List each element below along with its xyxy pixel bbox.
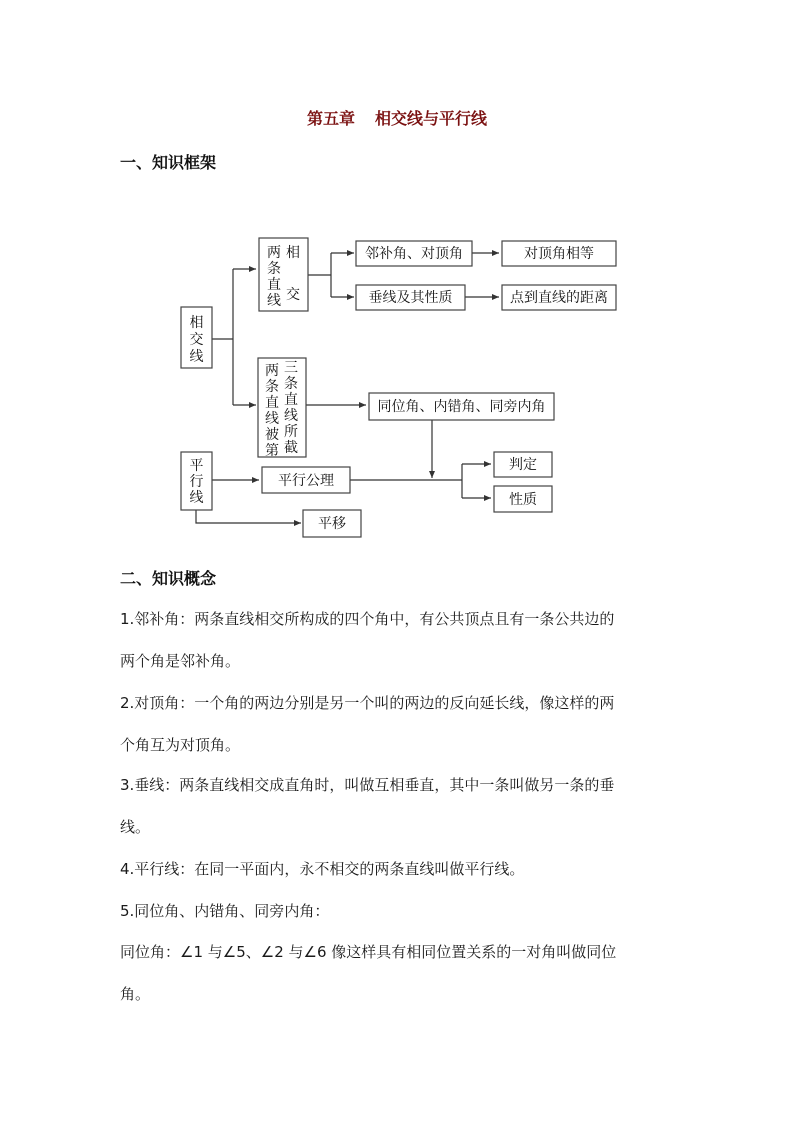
box-three-lines xyxy=(258,358,306,459)
concept-line: 个角互为对顶角。 xyxy=(120,736,241,754)
box-perpendicular xyxy=(356,285,465,310)
box-three-lines-char: 所 xyxy=(284,424,298,440)
concept-line: 角。 xyxy=(120,985,151,1003)
chapter-topic: 相交线与平行线 xyxy=(375,109,488,128)
box-three-lines-char: 被 xyxy=(265,427,279,443)
box-properties xyxy=(494,486,552,512)
box-two-lines-intersect xyxy=(259,238,308,311)
concept-line: 1.邻补角：两条直线相交所构成的四个角中，有公共顶点且有一条公共边的 xyxy=(120,610,615,628)
concept-line: 同位角：∠1 与∠5、∠2 与∠6 像这样具有相同位置关系的一对角叫做同位 xyxy=(120,943,617,961)
box-parallel-lines xyxy=(181,452,212,510)
concept-line: 5.同位角、内错角、同旁内角： xyxy=(120,902,330,920)
box-criteria-label: 判定 xyxy=(509,457,537,473)
concept-line: 3.垂线：两条直线相交成直角时，叫做互相垂直，其中一条叫做另一条的垂 xyxy=(120,776,615,794)
box-point-line-distance xyxy=(502,285,616,310)
box-point-line-distance-label: 点到直线的距离 xyxy=(510,290,608,306)
box-properties-label: 性质 xyxy=(509,492,537,508)
box-angle-types xyxy=(369,393,554,420)
box-intersecting-lines-char: 交 xyxy=(189,332,204,348)
knowledge-framework-diagram xyxy=(0,0,794,560)
box-three-lines-char: 条 xyxy=(284,376,298,392)
box-angle-types-label: 同位角、内错角、同旁内角 xyxy=(377,399,546,415)
box-vertical-angles-equal xyxy=(502,241,616,266)
box-adjacent-vertical-angles xyxy=(356,241,472,266)
box-vertical-angles-equal-label: 对顶角相等 xyxy=(524,246,594,262)
chapter-number: 第五章 xyxy=(306,109,355,128)
box-three-lines-char: 线 xyxy=(265,411,279,427)
box-parallel-lines-char: 行 xyxy=(189,474,204,490)
box-three-lines-char: 两 xyxy=(265,363,279,379)
box-three-lines-char: 截 xyxy=(284,440,298,456)
box-criteria xyxy=(494,452,552,477)
concept-line: 2.对顶角：一个角的两边分别是另一个叫的两边的反向延长线，像这样的两 xyxy=(120,694,615,712)
box-two-lines-char: 线 xyxy=(267,293,281,309)
box-parallel-axiom xyxy=(262,467,350,493)
box-two-lines-char: 直 xyxy=(267,277,281,293)
box-three-lines-char: 直 xyxy=(284,392,298,408)
box-three-lines-char: 条 xyxy=(265,379,279,395)
box-translation-label: 平移 xyxy=(318,516,346,532)
box-two-lines-char: 交 xyxy=(286,287,300,303)
section-heading-framework: 一、知识框架 xyxy=(120,153,217,172)
box-three-lines-char: 第 xyxy=(265,443,279,459)
box-three-lines-char: 直 xyxy=(265,395,279,411)
box-intersecting-lines-char: 线 xyxy=(189,349,204,365)
box-two-lines-char: 两 xyxy=(267,245,281,261)
concept-line: 两个角是邻补角。 xyxy=(120,652,241,670)
box-three-lines-char: 三 xyxy=(284,360,298,376)
box-adjacent-vertical-angles-label: 邻补角、对顶角 xyxy=(365,246,463,262)
box-parallel-axiom-label: 平行公理 xyxy=(278,473,334,489)
box-two-lines-char: 相 xyxy=(286,245,300,261)
box-intersecting-lines xyxy=(181,307,212,368)
box-perpendicular-label: 垂线及其性质 xyxy=(368,290,453,306)
box-intersecting-lines-char: 相 xyxy=(189,315,204,331)
box-three-lines-char: 线 xyxy=(284,408,298,424)
concept-line: 4.平行线：在同一平面内，永不相交的两条直线叫做平行线。 xyxy=(120,860,525,878)
box-two-lines-char: 条 xyxy=(267,261,281,277)
concept-line: 线。 xyxy=(120,818,151,836)
box-parallel-lines-char: 平 xyxy=(189,458,204,474)
box-translation xyxy=(303,510,361,537)
box-parallel-lines-char: 线 xyxy=(189,490,204,506)
section-heading-concepts: 二、知识概念 xyxy=(120,569,217,588)
